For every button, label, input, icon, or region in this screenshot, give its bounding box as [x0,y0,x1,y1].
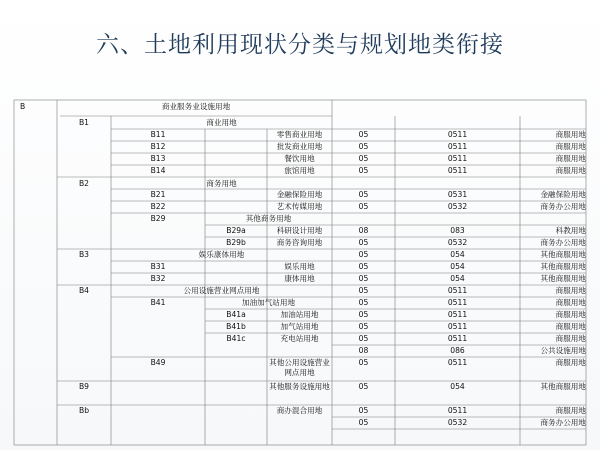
cell-b4-a: 05 [358,286,369,295]
cell-b41c-extra-b: 086 [450,346,465,355]
cell-b32-b: 054 [450,274,465,283]
cell-b49-target: 商服用地 [555,358,586,367]
cell-b31-name: 娱乐用地 [284,262,315,271]
cell-b12: B12 [150,142,166,151]
cell-b12-target: 商服用地 [555,142,586,151]
cell-b41c: B41c [226,334,246,343]
cell-b3-target: 其他商服用地 [540,250,586,259]
cell-bb-extra-target: 商务办公用地 [540,418,586,427]
cell-b41c-extra-target: 公共设施用地 [540,346,586,355]
cell-b41a: B41a [226,310,246,319]
cell-b41b-a: 05 [358,322,369,331]
cell-b41-b: 0511 [447,298,468,307]
cell-b: B [20,102,26,111]
cell-bb-name: 商办混合用地 [276,406,323,415]
cell-bb-extra-b: 0532 [447,418,468,427]
cell-b41-target: 商服用地 [555,298,586,307]
cell-b49: B49 [150,358,166,367]
cell-bb-a: 05 [358,406,369,415]
cell-b11-b: 0511 [447,130,468,139]
cell-b13: B13 [150,154,166,163]
cell-b41a-target: 商服用地 [555,310,586,319]
cell-b14-a: 05 [358,166,369,175]
cell-b13-a: 05 [358,154,369,163]
cell-b3-a: 05 [358,250,369,259]
cell-b22: B22 [150,202,166,211]
cell-b41c-b: 0511 [447,334,468,343]
cell-b9-a: 05 [358,382,369,391]
cell-b41b-target: 商服用地 [555,322,586,331]
cell-b11-a: 05 [358,130,369,139]
cell-b21-b: 0531 [447,190,468,199]
cell-b22-a: 05 [358,202,369,211]
cell-b29a: B29a [226,226,246,235]
cell-b41a-b: 0511 [447,310,468,319]
cell-bb-b: 0511 [447,406,468,415]
cell-b21-name: 金融保险用地 [276,190,323,199]
cell-b32: B32 [150,274,166,283]
cell-b4-b: 0511 [447,286,468,295]
cell-b29-name: 其他商务用地 [245,214,292,223]
cell-b2: B2 [78,179,90,188]
cell-b9: B9 [78,382,90,391]
cell-b31: B31 [150,262,166,271]
cell-b29a-target: 科教用地 [555,226,586,235]
cell-b49-a: 05 [358,358,369,367]
cell-bb-extra-a: 05 [358,418,369,427]
cell-b14-name: 旅馆用地 [284,166,315,175]
cell-b21: B21 [150,190,166,199]
cell-b41c-target: 商服用地 [555,334,586,343]
cell-b41b-b: 0511 [447,322,468,331]
cell-b12-a: 05 [358,142,369,151]
cell-b11: B11 [150,130,166,139]
cell-b41a-name: 加油站用地 [280,310,319,319]
cell-b4-target: 商服用地 [555,286,586,295]
cell-b11-target: 商服用地 [555,130,586,139]
cell-b29a-a: 08 [358,226,369,235]
cell-bb-target: 商服用地 [555,406,586,415]
cell-b41c-name: 充电站用地 [280,334,319,343]
cell-b4: B4 [78,286,90,295]
cell-b32-name: 康体用地 [284,274,315,283]
cell-b13-name: 餐饮用地 [284,154,315,163]
cell-b11-name: 零售商业用地 [276,130,323,139]
cell-b41c-extra-a: 08 [358,346,369,355]
cell-b32-target: 其他商服用地 [540,274,586,283]
cell-b14-b: 0511 [447,166,468,175]
cell-b41a-a: 05 [358,310,369,319]
cell-b14-target: 商服用地 [555,166,586,175]
cell-b2-name: 商务用地 [206,179,237,188]
cell-b3: B3 [78,250,90,259]
cell-b29a-name: 科研设计用地 [276,226,323,235]
cell-b49-name: 其他公用设施营业网点用地 [269,358,330,377]
cell-b22-b: 0532 [447,202,468,211]
cell-b14: B14 [150,166,166,175]
cell-bb: Bb [78,406,90,415]
cell-b9-name: 其他服务设施用地 [269,382,330,391]
cell-b29b-name: 商务咨询用地 [276,238,323,247]
cell-b29b-a: 05 [358,238,369,247]
cell-b21-target: 金融保险用地 [540,190,586,199]
cell-b22-name: 艺术传媒用地 [276,202,323,211]
cell-b9-b: 054 [450,382,465,391]
cell-b41c-a: 05 [358,334,369,343]
cell-b49-b: 0511 [447,358,468,367]
cell-b29b: B29b [226,238,246,247]
cell-b13-target: 商服用地 [555,154,586,163]
cell-b29a-b: 083 [450,226,465,235]
cell-b12-b: 0511 [447,142,468,151]
cell-b29: B29 [150,214,166,223]
cell-b41b-name: 加气站用地 [280,322,319,331]
cell-b21-a: 05 [358,190,369,199]
cell-b41: B41 [150,298,166,307]
cell-b1-name: 商业用地 [206,118,237,127]
cell-b22-target: 商务办公用地 [540,202,586,211]
cell-b1: B1 [78,118,90,127]
cell-b31-target: 其他商服用地 [540,262,586,271]
cell-b29b-target: 商务办公用地 [540,238,586,247]
cell-b41b: B41b [226,322,246,331]
cell-b29b-b: 0532 [447,238,468,247]
cell-b31-b: 054 [450,262,465,271]
cell-b31-a: 05 [358,262,369,271]
cell-b-name: 商业服务业设施用地 [161,102,231,111]
cell-b12-name: 批发商业用地 [276,142,323,151]
page-title: 六、土地利用现状分类与规划地类衔接 [96,32,504,58]
cell-b9-target: 其他商服用地 [540,382,586,391]
cell-b4-name: 公用设施营业网点用地 [183,286,260,295]
cell-b41-name: 加油加气站用地 [241,298,296,307]
cell-b41-a: 05 [358,298,369,307]
cell-b13-b: 0511 [447,154,468,163]
cell-b3-b: 054 [450,250,465,259]
cell-b32-a: 05 [358,274,369,283]
cell-b3-name: 娱乐康体用地 [198,250,245,259]
